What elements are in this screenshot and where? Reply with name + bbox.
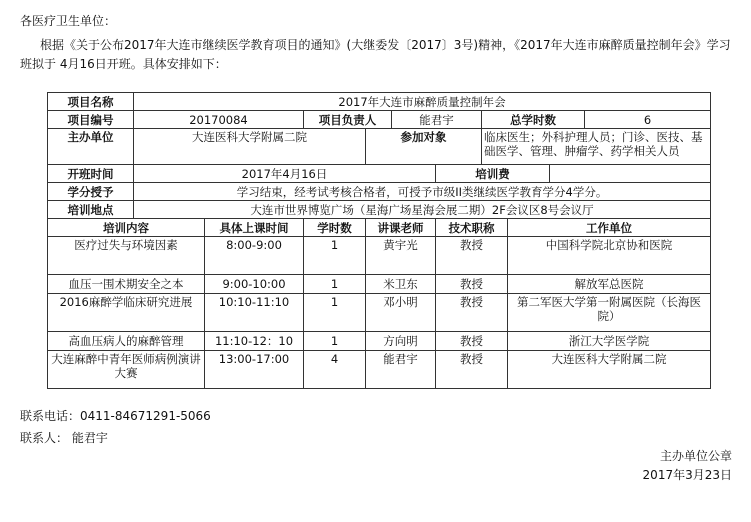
row-hours: 1 (304, 275, 366, 294)
header-content: 培训内容 (48, 219, 205, 237)
course-info-table (47, 92, 711, 389)
row-title: 教授 (436, 294, 508, 332)
start-date-label: 开班时间 (48, 165, 134, 183)
row-hours: 1 (304, 294, 366, 332)
greeting: 各医疗卫生单位： (20, 14, 117, 28)
row-hours: 4 (304, 351, 366, 389)
intro-line-1: 根据《关于公布2017年大连市继续医学教育项目的通知》(大继委发〔2017〕3号)精神，《2017年大连市麻醉质量控制年会》学习 (40, 38, 731, 52)
row-time: 9:00-10:00 (205, 275, 304, 294)
audience-label: 参加对象 (366, 129, 482, 165)
row-content: 高血压病人的麻醉管理 (48, 332, 205, 351)
project-no-value: 20170084 (134, 111, 304, 129)
table-row (48, 294, 711, 332)
row-teacher: 邓小明 (366, 294, 436, 332)
host-label: 主办单位 (48, 129, 134, 165)
row-teacher: 黄宇光 (366, 237, 436, 275)
contact-person: 联系人： 能君宇 (20, 431, 108, 445)
row-teacher: 方向明 (366, 332, 436, 351)
header-time: 具体上课时间 (205, 219, 304, 237)
row-time: 11:10-12：10 (205, 332, 304, 351)
credit-label: 学分授予 (48, 183, 134, 201)
project-name-label: 项目名称 (48, 93, 134, 111)
header-hours: 学时数 (304, 219, 366, 237)
total-hours-value: 6 (585, 111, 711, 129)
total-hours-label: 总学时数 (482, 111, 585, 129)
leader-value: 能君宇 (392, 111, 482, 129)
row-title: 教授 (436, 351, 508, 389)
project-name-value: 2017年大连市麻醉质量控制年会 (134, 93, 711, 111)
header-title: 技术职称 (436, 219, 508, 237)
venue-label: 培训地点 (48, 201, 134, 219)
row-unit: 浙江大学医学院 (508, 332, 711, 351)
project-no-label: 项目编号 (48, 111, 134, 129)
row-hours: 1 (304, 332, 366, 351)
row-content: 大连麻醉中青年医师病例演讲大赛 (48, 351, 205, 389)
row-unit: 中国科学院北京协和医院 (508, 237, 711, 275)
leader-label: 项目负责人 (304, 111, 392, 129)
fee-value (550, 165, 711, 183)
row-title: 教授 (436, 275, 508, 294)
header-unit: 工作单位 (508, 219, 711, 237)
row-time: 8:00-9:00 (205, 237, 304, 275)
credit-value: 学习结束，经考试考核合格者，可授予市级II类继续医学教育学分4学分。 (134, 183, 711, 201)
row-title: 教授 (436, 237, 508, 275)
row-title: 教授 (436, 332, 508, 351)
row-unit: 解放军总医院 (508, 275, 711, 294)
host-value: 大连医科大学附属二院 (134, 129, 366, 165)
row-teacher: 能君宇 (366, 351, 436, 389)
row-time: 10:10-11:10 (205, 294, 304, 332)
fee-label: 培训费 (436, 165, 550, 183)
sign-org: 主办单位公章 (659, 449, 732, 463)
row-content: 医疗过失与环境因素 (48, 237, 205, 275)
header-teacher: 讲课老师 (366, 219, 436, 237)
row-content: 血压一围术期安全之本 (48, 275, 205, 294)
row-unit: 第二军医大学第一附属医院（长海医院） (508, 294, 711, 332)
table-row (48, 351, 711, 389)
table-row (48, 237, 711, 275)
contact-phone: 联系电话：0411-84671291-5066 (20, 409, 211, 423)
row-time: 13:00-17:00 (205, 351, 304, 389)
venue-value: 大连市世界博览广场（星海广场星海会展二期）2F会议区8号会议厅 (134, 201, 711, 219)
row-teacher: 米卫东 (366, 275, 436, 294)
audience-value: 临床医生；外科护理人员；门诊、医技、基础医学、管理、肿瘤学、药学相关人员 (482, 129, 711, 165)
row-content: 2016麻醉学临床研究进展 (48, 294, 205, 332)
table-row (48, 332, 711, 351)
sign-date: 2017年3月23日 (642, 468, 732, 482)
intro-line-2: 班拟于 4月16日开班。具体安排如下： (20, 57, 227, 71)
row-unit: 大连医科大学附属二院 (508, 351, 711, 389)
start-date-value: 2017年4月16日 (134, 165, 436, 183)
row-hours: 1 (304, 237, 366, 275)
table-row (48, 275, 711, 294)
